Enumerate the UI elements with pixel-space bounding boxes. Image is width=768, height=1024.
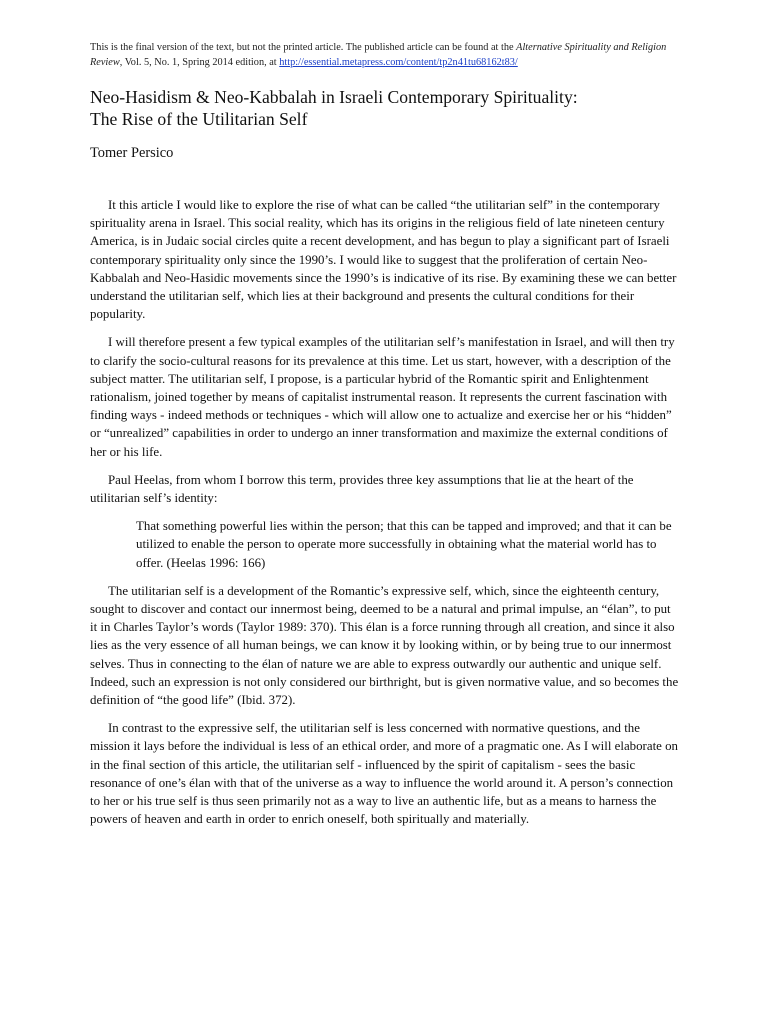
paragraph-5: In contrast to the expressive self, the utilitarian self is less concerned with normative questions, and the mission it lays before the individual is less of an ethical order, and more of a pragmatic one. As I will elaborate on in the final section of this article, the utilitarian self - influenced by the spirit of capitalism - sees the basic resonance of one’s élan with that of the universe as a way to influence the world around it. A person’s connection to her or his true self is thus seen primarily not as a way to live an authentic life, but as a means to harness the powers of heaven and earth in order to enrich oneself, both spiritually and materially.: [90, 721, 678, 827]
note-prefix: This is the final version of the text, but not the printed article. The published article can be found at the: [90, 42, 517, 53]
paragraph-3: Paul Heelas, from whom I borrow this term, provides three key assumptions that lie at the heart of the utilitarian self’s identity:: [90, 472, 634, 506]
article-link[interactable]: http://essential.metapress.com/content/tp2n41tu68162t83/: [279, 57, 518, 68]
note-suffix: , Vol. 5, No. 1, Spring 2014 edition, at: [119, 57, 280, 68]
block-quote: That something powerful lies within the person; that this can be tapped and improved; and that it can be utilized to enable the person to operate more successfully in obtaining what the material world has to offer. (Heelas 1996: 166): [136, 519, 672, 570]
paragraph-1: It this article I would like to explore the rise of what can be called “the utilitarian self” in the contemporary spirituality arena in Israel. This social reality, which has its origins in the religious field of late nineteen century America, is in Judaic social circles quite a recent development, and has begun to play a significant part of Israeli contemporary spirituality only since the 1990’s. I would like to suggest that the proliferation of certain Neo-Kabbalah and Neo-Hasidic movements since the 1990’s is indicative of its rise. By examining these we can better understand the utilitarian self, which lies at their background and presents the cultural conditions for their popularity.: [90, 198, 677, 322]
document-page: [90, 40, 680, 839]
article-title: [90, 86, 680, 130]
journal-name: Alternative Spirituality and Religion Review: [90, 42, 667, 68]
title-line-1: Neo-Hasidism & Neo-Kabbalah in Israeli Contemporary Spirituality:: [90, 87, 578, 107]
title-line-2: The Rise of the Utilitarian Self: [90, 109, 308, 129]
author-name: Tomer Persico: [90, 145, 174, 161]
paragraph-4: The utilitarian self is a development of the Romantic’s expressive self, which, since the eighteenth century, sought to discover and contact our innermost being, deemed to be a natural and primal impulse, an “élan”, to put it in Charles Taylor’s words (Taylor 1989: 370). This élan is a force running through all creation, and since it also lies as the very essence of all human beings, we can know it by looking within, or by being true to our innermost selves. Thus in connecting to the élan of nature we are able to express outwardly our authentic and unique self. Indeed, such an expression is not only considered our birthright, but is given normative value, and so becomes the definition of “the good life” (Ibid. 372).: [90, 583, 679, 708]
paragraph-2: I will therefore present a few typical examples of the utilitarian self’s manifestation in Israel, and will then try to clarify the socio-cultural reasons for its prevalence at this time. Let us start, however, with a description of the subject matter. The utilitarian self, I propose, is a particular hybrid of the Romantic spirit and Enlightenment rationalism, joined together by means of capitalist instrumental reason. It represents the current fascination with finding ways - indeed methods or techniques - which will allow one to actualize and exercise her or his “hidden” or “unrealized” capabilities in order to undergo an inner transformation and maximize the external conditions of her or his life.: [90, 335, 675, 459]
publication-note: [90, 40, 680, 70]
